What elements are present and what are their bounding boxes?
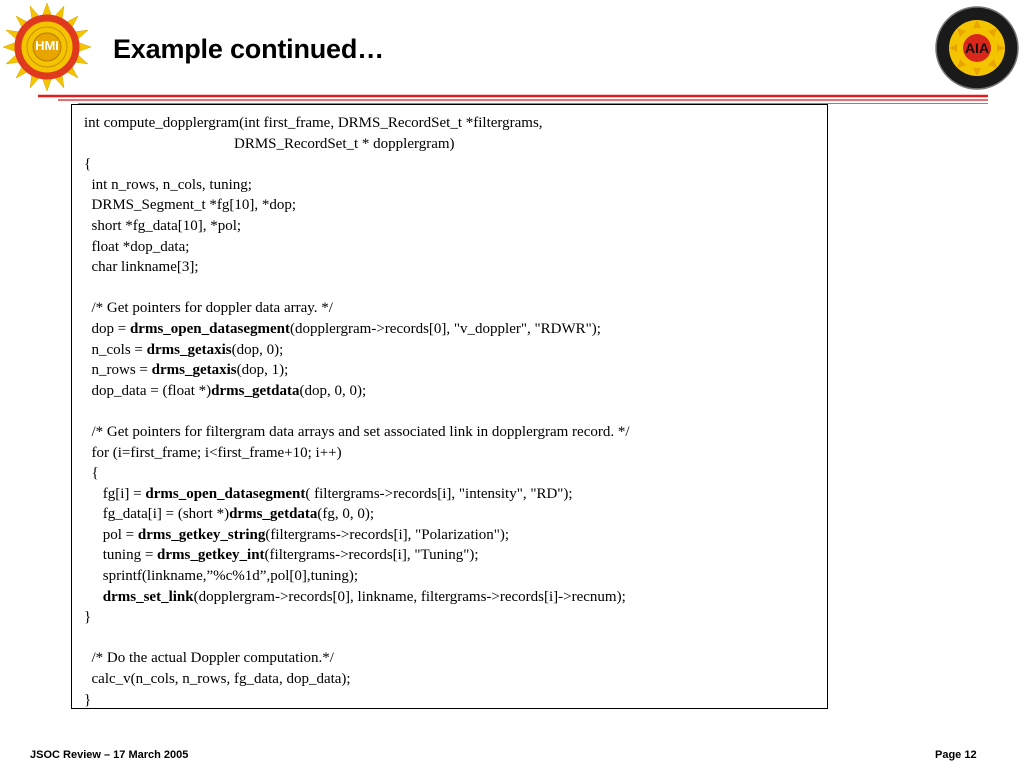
code-line — [84, 298, 630, 319]
code-function-name: drms_getdata — [211, 382, 300, 399]
code-line — [84, 257, 630, 278]
code-text: pol = — [84, 526, 138, 543]
code-line — [84, 587, 630, 608]
code-line — [84, 113, 630, 134]
code-text: /* Get pointers for filtergram data arrays and set associated link in dopplergram record. */ — [84, 423, 630, 440]
footer-date: JSOC Review – 17 March 2005 — [30, 749, 189, 761]
code-line — [84, 422, 630, 443]
code-text: /* Do the actual Doppler computation.*/ — [84, 650, 334, 667]
code-text: } — [84, 609, 92, 626]
code-text: (filtergrams->records[i], "Tuning"); — [264, 547, 479, 564]
code-text: (fg, 0, 0); — [317, 506, 375, 523]
hmi-logo-text: HMI — [35, 38, 59, 53]
code-listing-box — [71, 104, 828, 709]
code-line — [84, 607, 630, 628]
code-text: DRMS_RecordSet_t * dopplergram) — [84, 135, 455, 152]
code-text: n_cols = — [84, 341, 147, 358]
code-function-name: drms_getaxis — [151, 362, 237, 379]
code-text: int compute_dopplergram(int first_frame, DRMS_RecordSet_t *filtergrams, — [84, 115, 543, 131]
hmi-logo-icon — [2, 2, 92, 92]
code-text: { — [84, 465, 99, 482]
code-text: (dop, 0); — [231, 341, 284, 358]
code-function-name: drms_getaxis — [146, 341, 232, 358]
code-function-name: drms_set_link — [102, 588, 194, 605]
code-text: fg_data[i] = (short *) — [84, 506, 230, 523]
code-line — [84, 545, 630, 566]
code-line — [84, 504, 630, 525]
code-line — [84, 648, 630, 669]
code-text: (filtergrams->records[i], "Polarization"); — [265, 526, 510, 543]
code-function-name: drms_getdata — [229, 506, 318, 523]
code-text: dop = — [84, 320, 130, 337]
code-line — [84, 360, 630, 381]
code-text: DRMS_Segment_t *fg[10], *dop; — [84, 197, 297, 214]
code-line — [84, 443, 630, 464]
code-text: (dopplergram->records[0], "v_doppler", "RDWR"); — [289, 320, 601, 337]
code-listing — [84, 113, 630, 710]
code-line — [84, 278, 630, 299]
code-text: n_rows = — [84, 362, 152, 379]
code-function-name: drms_open_datasegment — [129, 320, 290, 337]
code-line — [84, 175, 630, 196]
code-line — [84, 195, 630, 216]
code-text: tuning = — [84, 547, 158, 564]
code-text: for (i=first_frame; i<first_frame+10; i++) — [84, 444, 342, 461]
code-text — [84, 589, 103, 605]
code-line — [84, 525, 630, 546]
code-line — [84, 628, 630, 649]
code-line — [84, 381, 630, 402]
page-number: Page 12 — [935, 749, 977, 761]
code-line — [84, 669, 630, 690]
code-line — [84, 216, 630, 237]
code-line — [84, 566, 630, 587]
code-line — [84, 237, 630, 258]
code-text: short *fg_data[10], *pol; — [84, 217, 242, 234]
code-text: dop_data = (float *) — [84, 382, 212, 399]
code-line — [84, 340, 630, 361]
code-text: (dopplergram->records[0], linkname, filtergrams->records[i]->recnum); — [193, 588, 626, 605]
code-text: ( filtergrams->records[i], "intensity", "RD"); — [305, 485, 573, 502]
code-line — [84, 690, 630, 711]
code-text: int n_rows, n_cols, tuning; — [84, 176, 252, 193]
code-text: char linkname[3]; — [84, 259, 199, 276]
aia-logo-icon — [934, 5, 1020, 91]
code-text: (dop, 1); — [236, 362, 289, 379]
aia-logo-text: AIA — [964, 40, 990, 56]
code-line — [84, 463, 630, 484]
code-line — [84, 484, 630, 505]
code-text: fg[i] = — [84, 485, 146, 502]
code-text: sprintf(linkname,”%c%1d”,pol[0],tuning); — [84, 568, 359, 585]
code-function-name: drms_open_datasegment — [145, 485, 306, 502]
code-line — [84, 154, 630, 175]
code-line — [84, 401, 630, 422]
code-text: } — [84, 691, 92, 708]
code-function-name: drms_getkey_int — [157, 547, 265, 564]
code-text: float *dop_data; — [84, 238, 190, 255]
code-text: calc_v(n_cols, n_rows, fg_data, dop_data); — [84, 671, 351, 688]
code-text: (dop, 0, 0); — [299, 382, 367, 399]
page-title: Example continued… — [113, 34, 384, 64]
code-line — [84, 134, 630, 155]
code-text: /* Get pointers for doppler data array. */ — [84, 300, 333, 317]
code-text: { — [84, 156, 92, 173]
code-line — [84, 319, 630, 340]
code-function-name: drms_getkey_string — [137, 526, 266, 543]
